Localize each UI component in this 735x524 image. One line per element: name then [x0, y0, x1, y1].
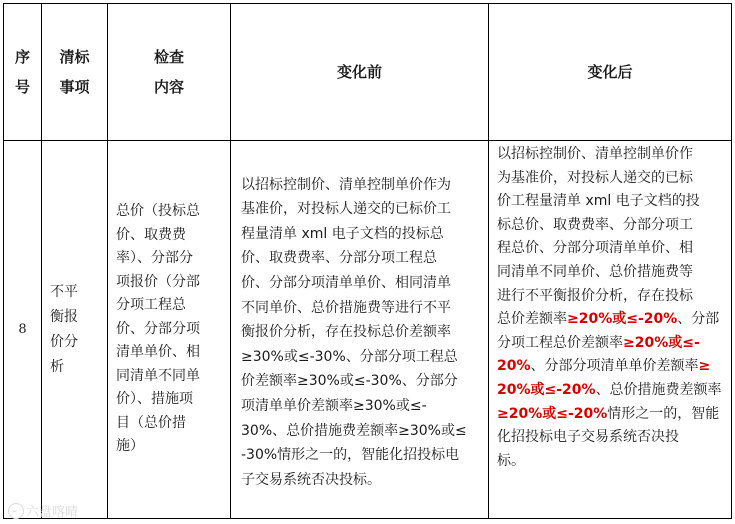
item-line: 不平	[50, 283, 78, 300]
highlight-threshold: ≥	[698, 358, 711, 375]
before-line: ≥30%或≤-30%、分部分项工程总	[241, 348, 458, 365]
header-check-line: 检查	[153, 48, 184, 66]
row-before	[231, 141, 489, 519]
after-line: 标总价、取费费率、分部分项工	[497, 216, 693, 233]
before-line: 价差额率≥30%或≤-30%、分部分	[241, 373, 458, 390]
highlight-threshold: ≥20%或≤-20%	[567, 311, 678, 328]
highlight-threshold: 20%或≤-20%	[497, 381, 596, 398]
check-line: 项报价（分部	[116, 273, 200, 290]
after-line: 总价差额率	[497, 311, 567, 328]
check-line: 率）、分部分	[116, 250, 193, 267]
highlight-threshold: ≥20%或≤-	[623, 334, 700, 351]
row-item	[42, 141, 108, 519]
before-line: 30%、总价措施费差额率≥30%或≤	[241, 422, 467, 439]
highlight-threshold: 20%	[497, 358, 531, 375]
row-after	[489, 141, 732, 519]
header-item-line: 事项	[59, 78, 90, 96]
header-check-line: 内容	[153, 78, 184, 96]
after-line: 分项工程总价差额率	[497, 334, 623, 351]
check-line: 清单单价、相	[116, 344, 200, 361]
check-line: 价、分部分项	[116, 320, 200, 337]
header-after: 变化后	[489, 4, 732, 141]
before-line: 子交易系统否决投标。	[241, 471, 381, 488]
highlight-threshold: ≥20%或≤-20%	[497, 405, 608, 422]
table-row	[4, 141, 732, 519]
check-line: 价）、措施项	[116, 391, 193, 408]
after-line: 价工程量清单 xml 电子文档的投	[497, 193, 700, 210]
row-number: 8	[4, 141, 42, 519]
check-line: 价、取费费	[116, 226, 186, 243]
after-line: 情形之一的，智能	[607, 405, 720, 422]
before-line: 程量清单 xml 电子文档的投标总	[241, 225, 444, 242]
before-line: -30%情形之一的，智能化招投标电	[241, 447, 460, 464]
row-check-content	[108, 141, 231, 519]
item-line: 价分	[50, 333, 78, 350]
header-check-content	[108, 4, 231, 141]
after-line: 同清单不同单价、总价措施费等	[497, 263, 693, 280]
after-line: 、总价措施费差额率	[595, 381, 722, 398]
watermark-logo-icon	[8, 503, 24, 519]
after-line: 为基准价，对投标人递交的已标	[497, 169, 693, 186]
check-line: 分项工程总	[116, 297, 186, 314]
after-line: 、分部分项清单单价差额率	[530, 358, 699, 375]
header-sequence-line: 序	[14, 48, 30, 66]
header-row	[4, 4, 732, 141]
before-line: 不同单价、总价措施费等进行不平	[241, 299, 451, 316]
before-line: 以招标控制价、清单控制单价作为	[241, 176, 451, 193]
after-line: 程总价、分部分项清单单价、相	[497, 240, 693, 257]
header-sequence	[4, 4, 42, 141]
header-before: 变化前	[231, 4, 489, 141]
check-line: 总价（投标总	[116, 203, 200, 220]
before-line: 项清单单价差额率≥30%或≤-	[241, 397, 427, 414]
after-line: 化招投标电子交易系统否决投	[497, 429, 679, 446]
after-line: 以招标控制价、清单控制单价作	[497, 146, 693, 162]
item-line: 析	[50, 358, 64, 375]
watermark-text: 六盘喀晴	[26, 505, 79, 520]
check-line: 同清单不同单	[116, 367, 200, 384]
after-line: 、分部	[677, 311, 720, 328]
check-line: 目（总价措	[116, 414, 186, 431]
header-sequence-line: 号	[14, 78, 30, 96]
header-item-line: 清标	[59, 48, 90, 66]
check-line: 施）	[116, 438, 144, 455]
before-line: 基准价，对投标人递交的已标价工	[241, 201, 451, 218]
before-line: 衡报价分析，存在投标总价差额率	[241, 324, 451, 341]
before-line: 价、取费费率、分部分项工程总	[241, 250, 437, 267]
after-line: 标。	[497, 452, 525, 469]
before-line: 价、分部分项清单单价、相同清单	[241, 275, 451, 292]
watermark	[8, 501, 78, 520]
after-line: 进行不平衡报价分析，存在投标	[497, 287, 693, 304]
rules-comparison-table	[3, 3, 732, 519]
header-item	[42, 4, 108, 141]
item-line: 衡报	[50, 308, 78, 325]
